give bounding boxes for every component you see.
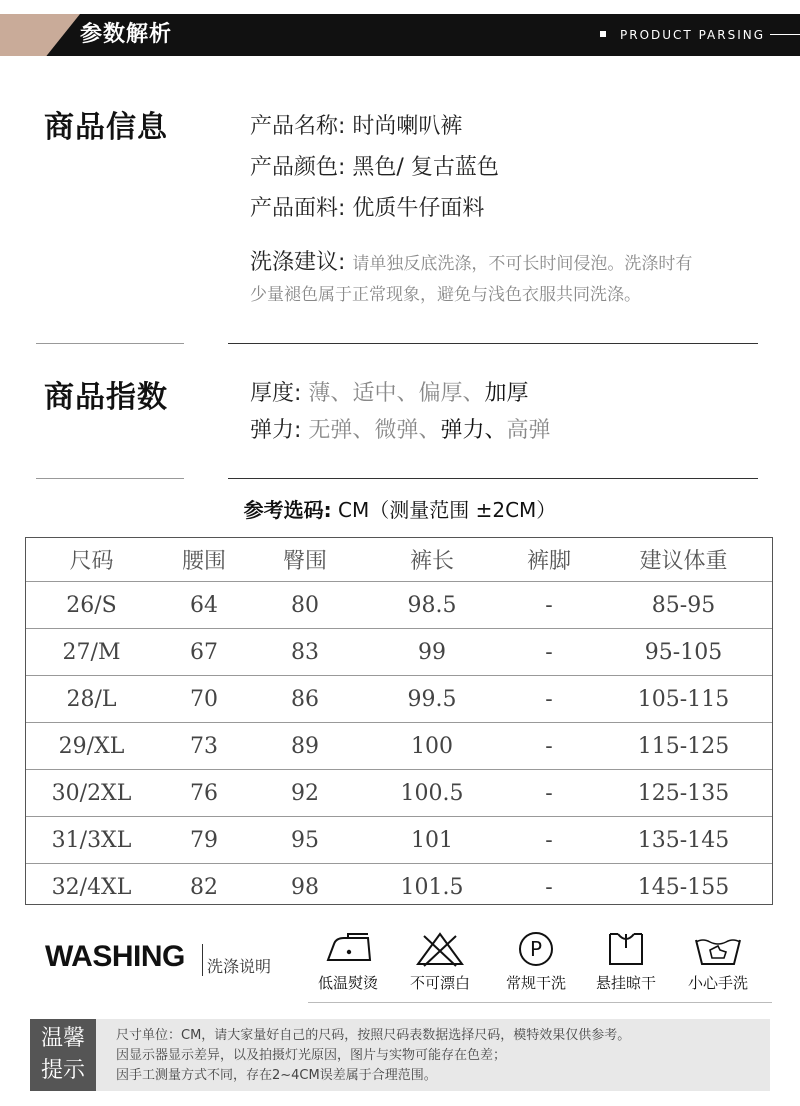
cell-length: 99 [360, 629, 504, 676]
thickness-row [250, 376, 528, 407]
cell-weight: 115-125 [594, 723, 773, 770]
hang-dry-icon [596, 930, 656, 968]
size-table-frame [25, 537, 773, 905]
cell-waist: 76 [158, 770, 250, 817]
divider-right-2 [228, 478, 758, 479]
product-name-value: 时尚喇叭裤 [352, 114, 463, 139]
cell-length: 100 [360, 723, 504, 770]
cell-waist: 73 [158, 723, 250, 770]
cell-length: 98.5 [360, 582, 504, 629]
cell-size: 31/3XL [25, 817, 158, 864]
cell-hip: 95 [250, 817, 360, 864]
cell-waist: 67 [158, 629, 250, 676]
thickness-option-thin: 薄、 [308, 381, 353, 406]
cell-hem: - [504, 629, 594, 676]
washing-subtitle: 洗涤说明 [207, 957, 272, 976]
dry-clean-letter: P [529, 937, 543, 961]
product-color-label: 产品颜色: [250, 155, 346, 180]
tips-line: 因手工测量方式不同，存在2~4CM误差属于合理范围。 [116, 1068, 437, 1083]
cell-hem: - [504, 817, 594, 864]
divider-left-1 [36, 343, 184, 344]
header-en-title: PRODUCT PARSING [620, 28, 766, 42]
cell-length: 101 [360, 817, 504, 864]
header-weight: 建议体重 [594, 537, 773, 582]
cell-size: 27/M [25, 629, 158, 676]
cell-size: 26/S [25, 582, 158, 629]
divider-left-2 [36, 478, 184, 479]
cell-weight: 95-105 [594, 629, 773, 676]
cell-hem: - [504, 582, 594, 629]
header-hem: 裤脚 [504, 537, 594, 582]
tips-line: 因显示器显示差异，以及拍摄灯光原因，图片与实物可能存在色差； [116, 1048, 507, 1063]
washing-divider [308, 1002, 772, 1003]
cell-weight: 105-115 [594, 676, 773, 723]
cell-size: 30/2XL [25, 770, 158, 817]
elastic-row [250, 413, 550, 444]
product-fabric-label: 产品面料: [250, 196, 346, 221]
thickness-label: 厚度: [250, 381, 302, 406]
divider-right-1 [228, 343, 758, 344]
cell-hip: 80 [250, 582, 360, 629]
elastic-option-slight: 微弹、 [374, 418, 441, 443]
elastic-label: 弹力: [250, 418, 302, 443]
header-hip: 臀围 [250, 537, 360, 582]
low-temp-iron-icon [318, 930, 378, 968]
wash-label-dryclean: 常规干洗 [505, 974, 566, 992]
size-table-title-bold: 参考选码: [243, 498, 332, 522]
cell-size: 28/L [25, 676, 158, 723]
wash-label-iron: 低温熨烫 [317, 974, 378, 992]
cell-waist: 79 [158, 817, 250, 864]
wash-item-handwash [678, 930, 758, 993]
wash-item-dryclean [496, 930, 576, 993]
header-size: 尺码 [25, 537, 158, 582]
tips-label-line2: 提示 [40, 1058, 85, 1083]
product-fabric-row [250, 191, 484, 222]
wash-label-handwash: 小心手洗 [687, 974, 748, 992]
thickness-option-medium: 适中、 [352, 381, 419, 406]
product-color-value: 黑色/ 复古蓝色 [352, 155, 499, 180]
cell-waist: 70 [158, 676, 250, 723]
tips-line: 尺寸单位：CM，请大家量好自己的尺码，按照尺码表数据选择尺码，模特效果仅供参考。 [116, 1028, 631, 1043]
product-color-row [250, 150, 499, 181]
wash-item-iron [308, 930, 388, 993]
cell-waist: 82 [190, 874, 218, 900]
cell-hip: 89 [250, 723, 360, 770]
cell-hem: - [504, 723, 594, 770]
washing-logo-divider [202, 944, 203, 976]
product-name-label: 产品名称: [250, 114, 346, 139]
wash-advice-line2: 少量褪色属于正常现象，避免与浅色衣服共同洗涤。 [250, 285, 641, 305]
cell-length: 101.5 [400, 874, 464, 900]
cell-weight: 135-145 [594, 817, 773, 864]
cell-hem: - [545, 874, 553, 900]
elastic-option-high: 高弹 [506, 418, 551, 443]
cell-hip: 92 [250, 770, 360, 817]
header-waist: 腰围 [158, 537, 250, 582]
cell-hip: 83 [250, 629, 360, 676]
product-name-row [250, 109, 462, 140]
cell-hip: 86 [250, 676, 360, 723]
cell-hip: 98 [291, 874, 319, 900]
cell-weight: 125-135 [594, 770, 773, 817]
thickness-option-thick: 偏厚、 [418, 381, 485, 406]
cell-size: 29/XL [25, 723, 158, 770]
no-bleach-icon [410, 930, 470, 968]
cell-waist: 64 [158, 582, 250, 629]
elastic-option-elastic: 弹力、 [440, 418, 507, 443]
hand-wash-icon [688, 930, 748, 968]
header-square-icon [600, 31, 606, 37]
header-length: 裤长 [360, 537, 504, 582]
cell-length: 99.5 [360, 676, 504, 723]
cell-hem: - [504, 770, 594, 817]
size-table-title-rest: CM（测量范围 ±2CM） [331, 498, 557, 522]
wash-advice-label: 洗涤建议: [250, 250, 346, 275]
header-line [770, 34, 800, 35]
product-fabric-value: 优质牛仔面料 [352, 196, 485, 221]
product-info-title: 商品信息 [44, 110, 168, 145]
dry-clean-p-icon [506, 930, 566, 968]
cell-size: 32/4XL [51, 874, 132, 900]
size-table-title [0, 494, 800, 523]
cell-weight: 145-155 [637, 874, 730, 900]
product-index-title: 商品指数 [44, 380, 168, 415]
thickness-option-extra-thick: 加厚 [484, 381, 529, 406]
cell-length: 100.5 [360, 770, 504, 817]
wash-item-bleach [400, 930, 480, 993]
tips-text [116, 1026, 630, 1086]
header-title: 参数解析 [80, 22, 173, 47]
cell-hem: - [504, 676, 594, 723]
wash-label-hang: 悬挂晾干 [595, 974, 656, 992]
wash-item-hang [586, 930, 666, 993]
wash-label-bleach: 不可漂白 [409, 974, 470, 992]
elastic-option-none: 无弹、 [308, 418, 375, 443]
wash-advice-line1: 请单独反底洗涤，不可长时间侵泡。洗涤时有 [352, 254, 693, 274]
cell-weight: 85-95 [594, 582, 773, 629]
tips-label-line1: 温馨 [40, 1026, 85, 1051]
wash-advice-row [250, 245, 692, 276]
washing-logo: WASHING [45, 940, 185, 973]
tips-label [30, 1019, 96, 1091]
